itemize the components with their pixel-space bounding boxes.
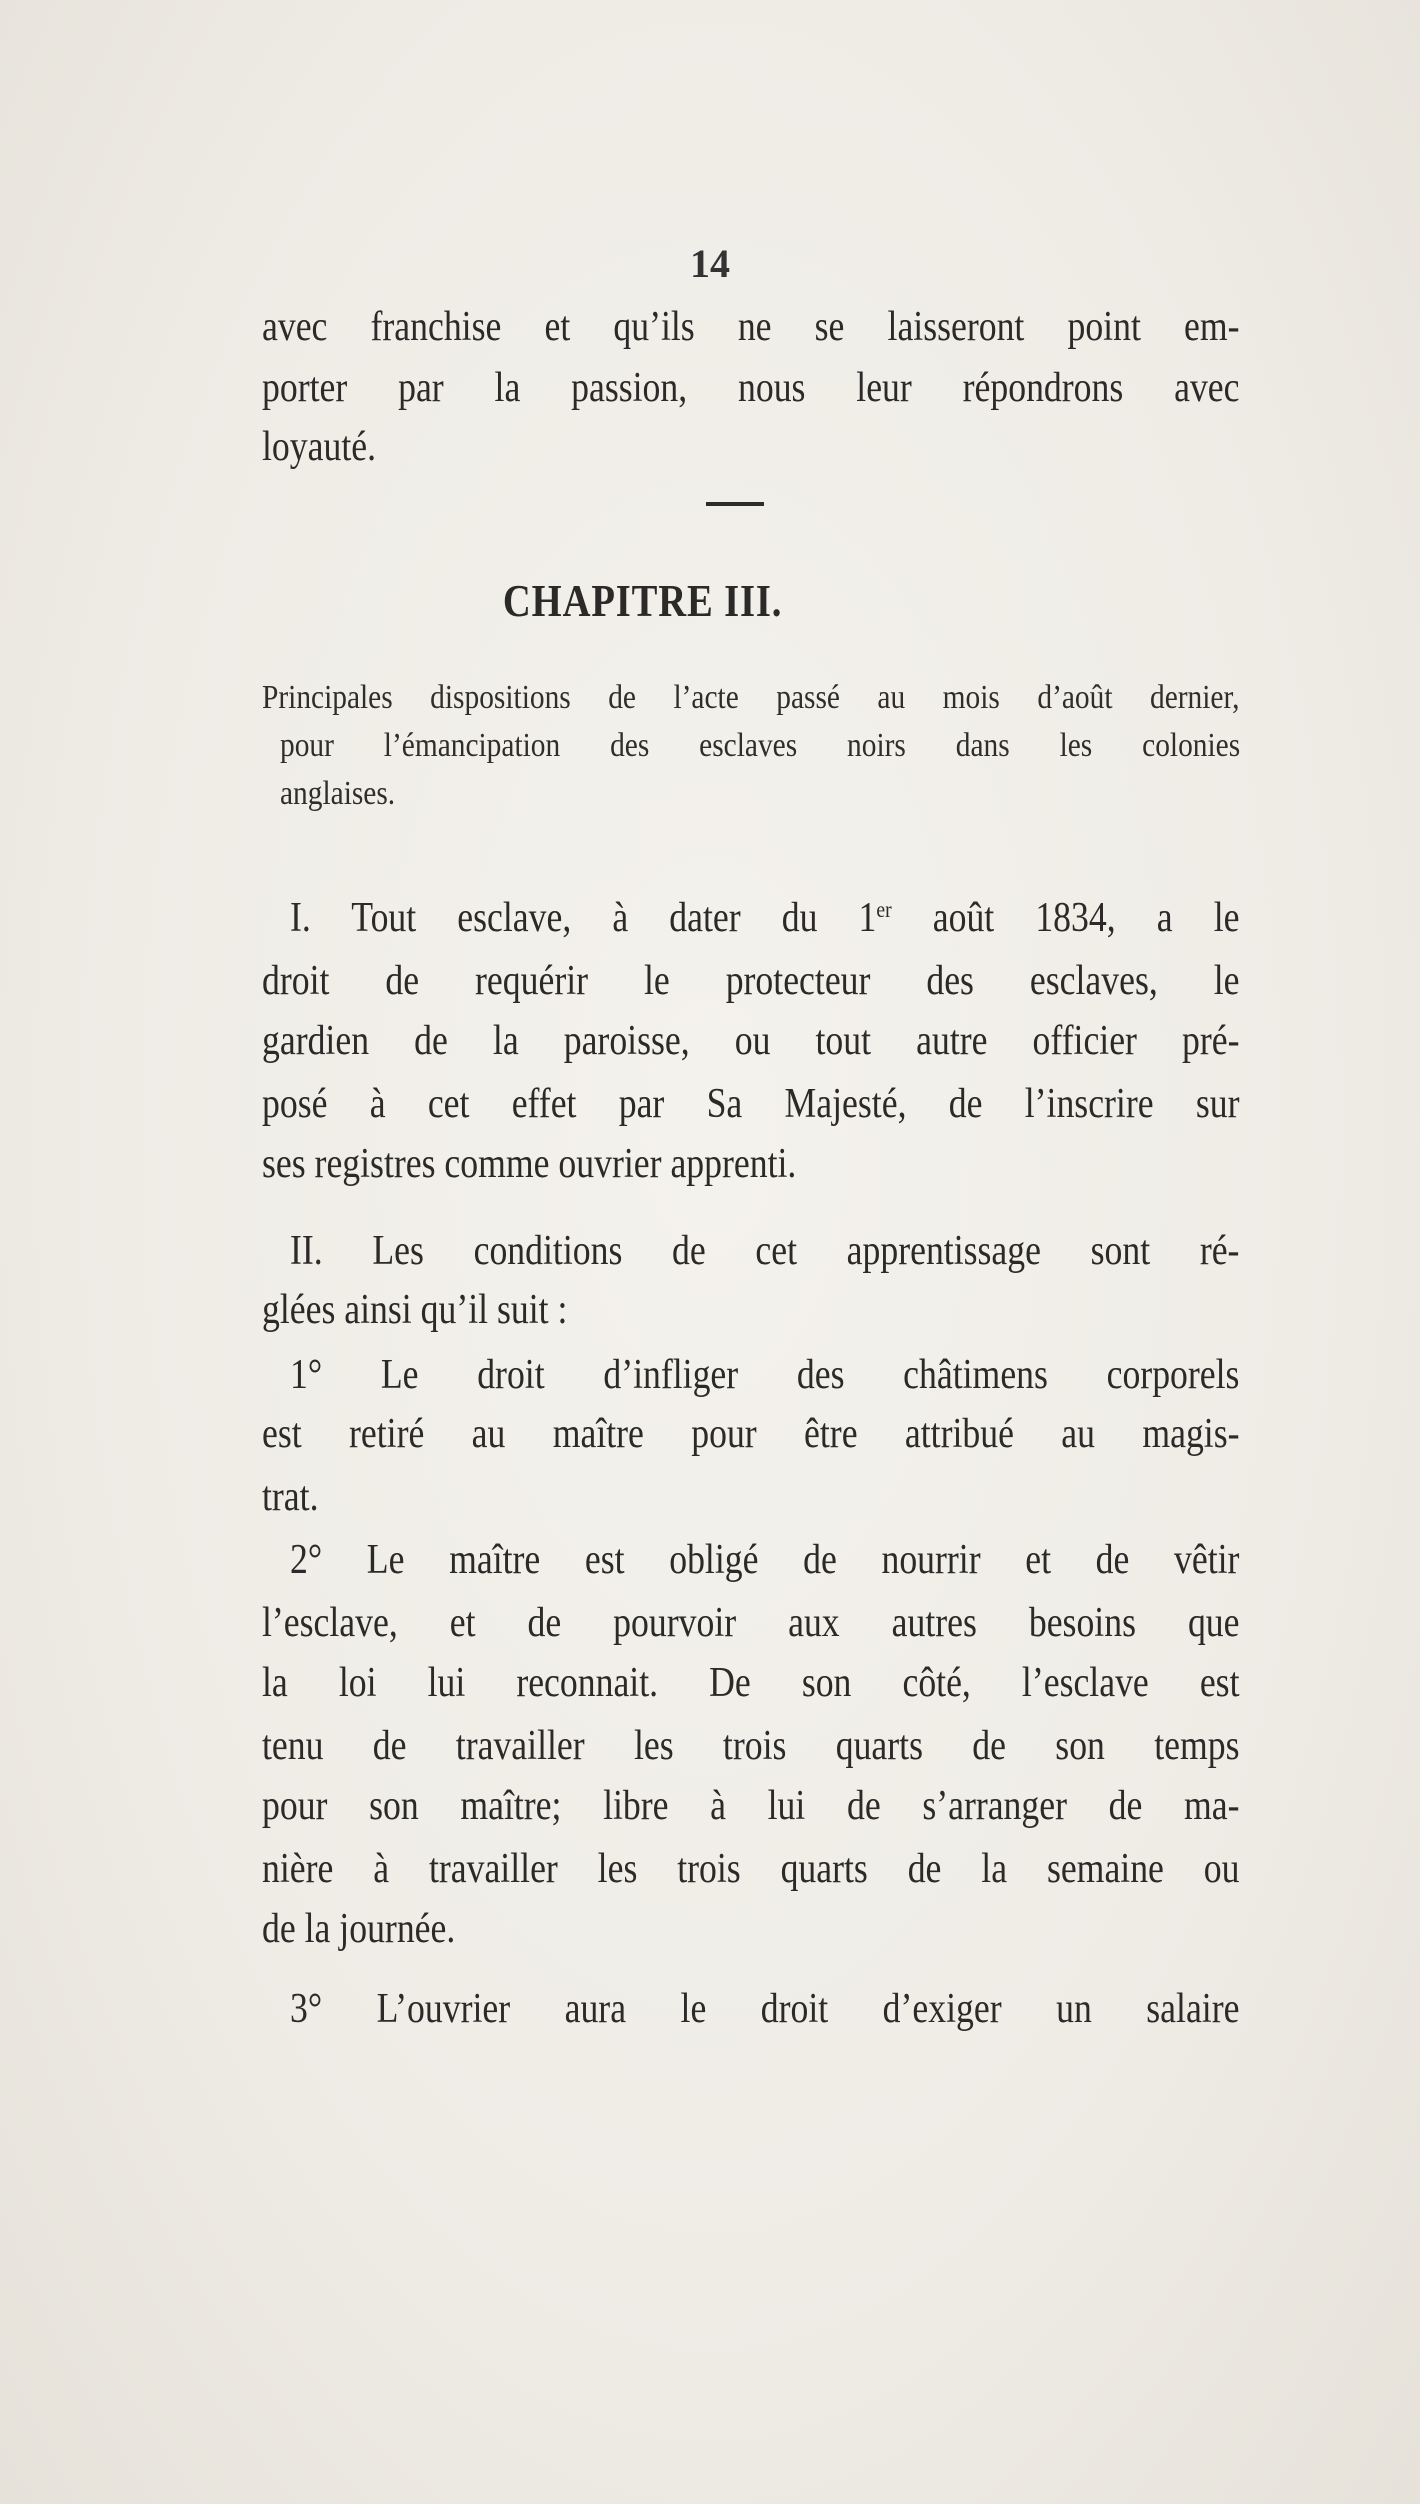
body-line: gardien de la paroisse, ou tout autre officier pré- [262, 1018, 1240, 1064]
body-line: 2° Le maître est obligé de nourrir et de vêtir [290, 1537, 1240, 1583]
body-line: ses registres comme ouvrier apprenti. [262, 1141, 797, 1187]
body-line: l’esclave, et de pourvoir aux autres besoins que [262, 1600, 1240, 1646]
text: août 1834, a le [891, 895, 1240, 941]
article-1-first-line [290, 892, 1239, 944]
body-line: glées ainsi qu’il suit : [262, 1287, 568, 1333]
body-line: avec franchise et qu’ils ne se laisseront point em- [262, 304, 1240, 350]
body-line: tenu de travailler les trois quarts de son temps [262, 1723, 1240, 1769]
body-line: trat. [262, 1474, 319, 1520]
chapter-subtitle-line: Principales dispositions de l’acte passé au mois d’août dernier, [262, 679, 1240, 716]
body-line: loyauté. [262, 424, 377, 470]
body-line: droit de requérir le protecteur des esclaves, le [262, 958, 1240, 1004]
body-line: porter par la passion, nous leur répondrons avec [262, 365, 1240, 411]
body-line: de la journée. [262, 1906, 456, 1952]
body-line: nière à travailler les trois quarts de la semaine ou [262, 1846, 1240, 1892]
page-number: 14 [690, 241, 730, 286]
superscript: er [876, 896, 892, 922]
body-line: II. Les conditions de cet apprentissage sont ré- [290, 1228, 1240, 1274]
body-line: 1° Le droit d’infliger des châtimens corporels [290, 1352, 1240, 1398]
text: I. Tout esclave, à dater du 1 [290, 895, 877, 941]
body-line: posé à cet effet par Sa Majesté, de l’inscrire sur [262, 1081, 1240, 1127]
section-divider [706, 502, 764, 506]
body-line: la loi lui reconnait. De son côté, l’esclave est [262, 1660, 1240, 1706]
body-line: est retiré au maître pour être attribué au magis- [262, 1411, 1240, 1457]
chapter-subtitle-line: anglaises. [280, 775, 396, 812]
chapter-title: CHAPITRE III. [502, 575, 783, 626]
body-line: 3° L’ouvrier aura le droit d’exiger un salaire [290, 1986, 1240, 2032]
chapter-subtitle-line: pour l’émancipation des esclaves noirs dans les colonies [280, 727, 1241, 764]
body-line: pour son maître; libre à lui de s’arranger de ma- [262, 1783, 1240, 1829]
